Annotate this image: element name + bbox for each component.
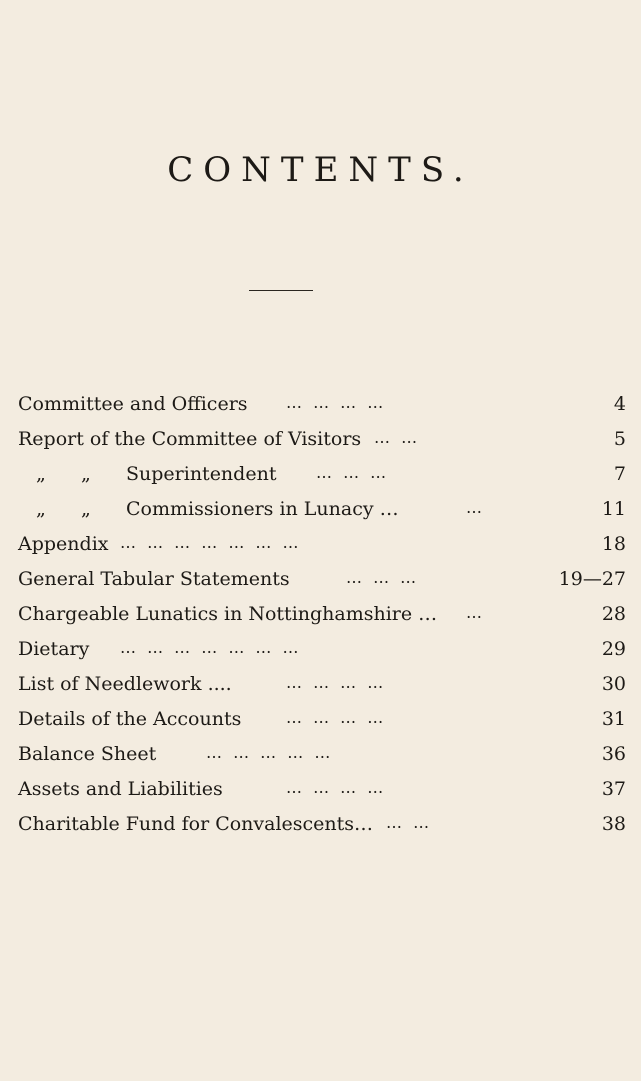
table-of-contents xyxy=(18,393,626,848)
toc-entry-page: 18 xyxy=(601,533,626,555)
toc-entry-label: List of Needlework .... xyxy=(18,673,232,695)
toc-entry-label xyxy=(36,498,399,520)
toc-entry xyxy=(18,708,626,743)
toc-entry-text: Commissioners in Lunacy … xyxy=(126,498,399,520)
toc-entry-label: Committee and Officers xyxy=(18,393,248,415)
toc-entry xyxy=(18,568,626,603)
dot-leader: … … … xyxy=(316,463,390,482)
toc-entry-page: 28 xyxy=(601,603,626,625)
dot-leader: … … … … xyxy=(286,673,387,692)
dot-leader: … … xyxy=(386,813,433,832)
toc-entry-label: Chargeable Lunatics in Nottinghamshire … xyxy=(18,603,438,625)
toc-entry xyxy=(18,603,626,638)
toc-entry-page: 36 xyxy=(601,743,626,765)
toc-entry-page: 7 xyxy=(613,463,626,485)
toc-entry-page: 19—27 xyxy=(558,568,626,590)
toc-entry-page: 29 xyxy=(601,638,626,660)
toc-entry xyxy=(18,638,626,673)
toc-entry-label: Report of the Committee of Visitors xyxy=(18,428,362,450)
page-title: CONTENTS. xyxy=(167,150,474,190)
toc-entry-page: 38 xyxy=(601,813,626,835)
toc-entry xyxy=(18,673,626,708)
toc-entry xyxy=(18,743,626,778)
toc-entry xyxy=(18,778,626,813)
toc-entry-text: Superintendent xyxy=(126,463,277,485)
dot-leader: … … … … … … … xyxy=(120,533,302,552)
toc-entry-page: 4 xyxy=(613,393,626,415)
toc-entry-label: Dietary xyxy=(18,638,90,660)
toc-entry-page: 37 xyxy=(601,778,626,800)
toc-entry xyxy=(18,393,626,428)
toc-entry-label: Charitable Fund for Convalescents… xyxy=(18,813,374,835)
toc-entry xyxy=(18,498,626,533)
toc-entry-page: 5 xyxy=(613,428,626,450)
dot-leader: … xyxy=(466,498,485,517)
toc-entry-label xyxy=(36,463,276,485)
toc-entry xyxy=(18,813,626,848)
dot-leader: … … … … xyxy=(286,708,387,727)
dot-leader: … … … … … … … xyxy=(120,638,302,657)
dot-leader: … … … … xyxy=(286,393,387,412)
toc-entry xyxy=(18,428,626,463)
ditto-mark: „ xyxy=(81,498,91,520)
toc-entry-label: Details of the Accounts xyxy=(18,708,242,730)
toc-entry xyxy=(18,463,626,498)
toc-entry-page: 30 xyxy=(601,673,626,695)
dot-leader: … … xyxy=(374,428,421,447)
dot-leader: … … … … xyxy=(286,778,387,797)
toc-entry-page: 31 xyxy=(601,708,626,730)
toc-entry-label: General Tabular Statements xyxy=(18,568,290,590)
toc-entry xyxy=(18,533,626,568)
toc-entry-label: Assets and Liabilities xyxy=(18,778,223,800)
toc-entry-label: Appendix xyxy=(18,533,109,555)
ditto-mark: „ xyxy=(36,463,46,485)
dot-leader: … … … … … xyxy=(206,743,334,762)
dot-leader: … … … xyxy=(346,568,420,587)
ditto-mark: „ xyxy=(36,498,46,520)
ditto-mark: „ xyxy=(81,463,91,485)
dot-leader: … xyxy=(466,603,485,622)
title-rule xyxy=(249,290,313,291)
toc-entry-page: 11 xyxy=(601,498,626,520)
toc-entry-label: Balance Sheet xyxy=(18,743,157,765)
